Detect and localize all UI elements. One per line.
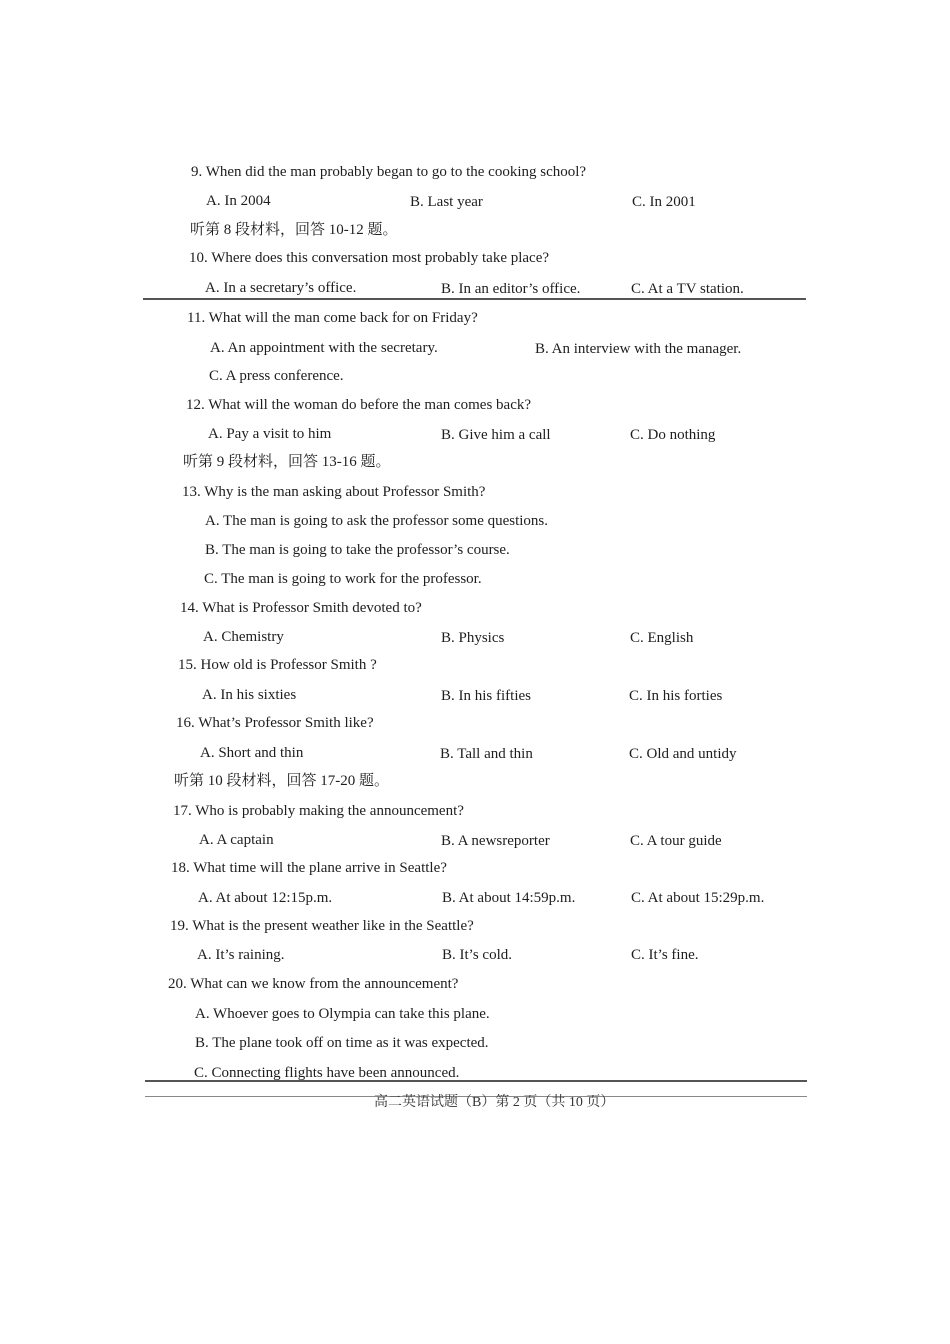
q13-option-c: C. The man is going to work for the professor. <box>204 571 482 587</box>
q11-option-b: B. An interview with the manager. <box>535 341 742 357</box>
q15-option-a: A. In his sixties <box>202 687 297 703</box>
q11-option-c: C. A press conference. <box>209 368 344 384</box>
q9-option-c: C. In 2001 <box>632 194 696 210</box>
q9-option-a: A. In 2004 <box>206 193 271 209</box>
q10-option-c: C. At a TV station. <box>631 281 744 297</box>
question-10: 10. Where does this conversation most probably take place? <box>189 250 550 266</box>
q20-option-b: B. The plane took off on time as it was expected. <box>195 1035 489 1051</box>
section-9-heading: 听第 9 段材料，回答 13-16 题。 <box>183 454 391 470</box>
question-20: 20. What can we know from the announcement? <box>168 976 459 992</box>
q20-option-c: C. Connecting flights have been announced. <box>194 1065 460 1081</box>
q19-option-a: A. It’s raining. <box>197 947 285 963</box>
q15-option-c: C. In his forties <box>629 688 723 704</box>
q9-option-b: B. Last year <box>410 194 483 210</box>
question-9: 9. When did the man probably began to go to the cooking school? <box>191 164 587 180</box>
q16-option-b: B. Tall and thin <box>440 746 533 762</box>
question-17: 17. Who is probably making the announcement? <box>173 803 464 819</box>
section-10-heading: 听第 10 段材料，回答 17-20 题。 <box>174 773 389 789</box>
q13-option-a: A. The man is going to ask the professor some questions. <box>205 513 549 529</box>
question-11: 11. What will the man come back for on Friday? <box>187 310 478 326</box>
question-13: 13. Why is the man asking about Professor Smith? <box>182 484 486 500</box>
q17-option-b: B. A newsreporter <box>441 833 550 849</box>
q18-option-c: C. At about 15:29p.m. <box>631 890 765 906</box>
q13-option-b: B. The man is going to take the professor’s course. <box>205 542 510 558</box>
question-16: 16. What’s Professor Smith like? <box>176 715 374 731</box>
q15-option-b: B. In his fifties <box>441 688 531 704</box>
q16-option-a: A. Short and thin <box>200 745 304 761</box>
q17-option-a: A. A captain <box>199 832 274 848</box>
q10-option-b: B. In an editor’s office. <box>441 281 581 297</box>
q12-option-a: A. Pay a visit to him <box>208 426 332 442</box>
q19-option-c: C. It’s fine. <box>631 947 699 963</box>
question-12: 12. What will the woman do before the man comes back? <box>186 397 532 413</box>
q17-option-c: C. A tour guide <box>630 833 722 849</box>
question-19: 19. What is the present weather like in the Seattle? <box>170 918 474 934</box>
question-18: 18. What time will the plane arrive in Seattle? <box>171 860 447 876</box>
q16-option-c: C. Old and untidy <box>629 746 737 762</box>
q18-option-b: B. At about 14:59p.m. <box>442 890 576 906</box>
q12-option-b: B. Give him a call <box>441 427 551 443</box>
question-14: 14. What is Professor Smith devoted to? <box>180 600 422 616</box>
q12-option-c: C. Do nothing <box>630 427 716 443</box>
page-footer: 高二英语试题（B）第 2 页（共 10 页） <box>374 1095 615 1110</box>
q20-option-a: A. Whoever goes to Olympia can take this plane. <box>195 1006 490 1022</box>
q14-option-a: A. Chemistry <box>203 629 284 645</box>
question-15: 15. How old is Professor Smith ? <box>178 657 377 673</box>
q11-option-a: A. An appointment with the secretary. <box>210 340 438 356</box>
q18-option-a: A. At about 12:15p.m. <box>198 890 333 906</box>
q14-option-c: C. English <box>630 630 694 646</box>
q10-option-a: A. In a secretary’s office. <box>205 280 357 296</box>
q19-option-b: B. It’s cold. <box>442 947 512 963</box>
fold-line-bottom <box>145 1080 807 1082</box>
q14-option-b: B. Physics <box>441 630 505 646</box>
section-8-heading: 听第 8 段材料，回答 10-12 题。 <box>190 222 398 238</box>
fold-line-top <box>143 298 806 300</box>
